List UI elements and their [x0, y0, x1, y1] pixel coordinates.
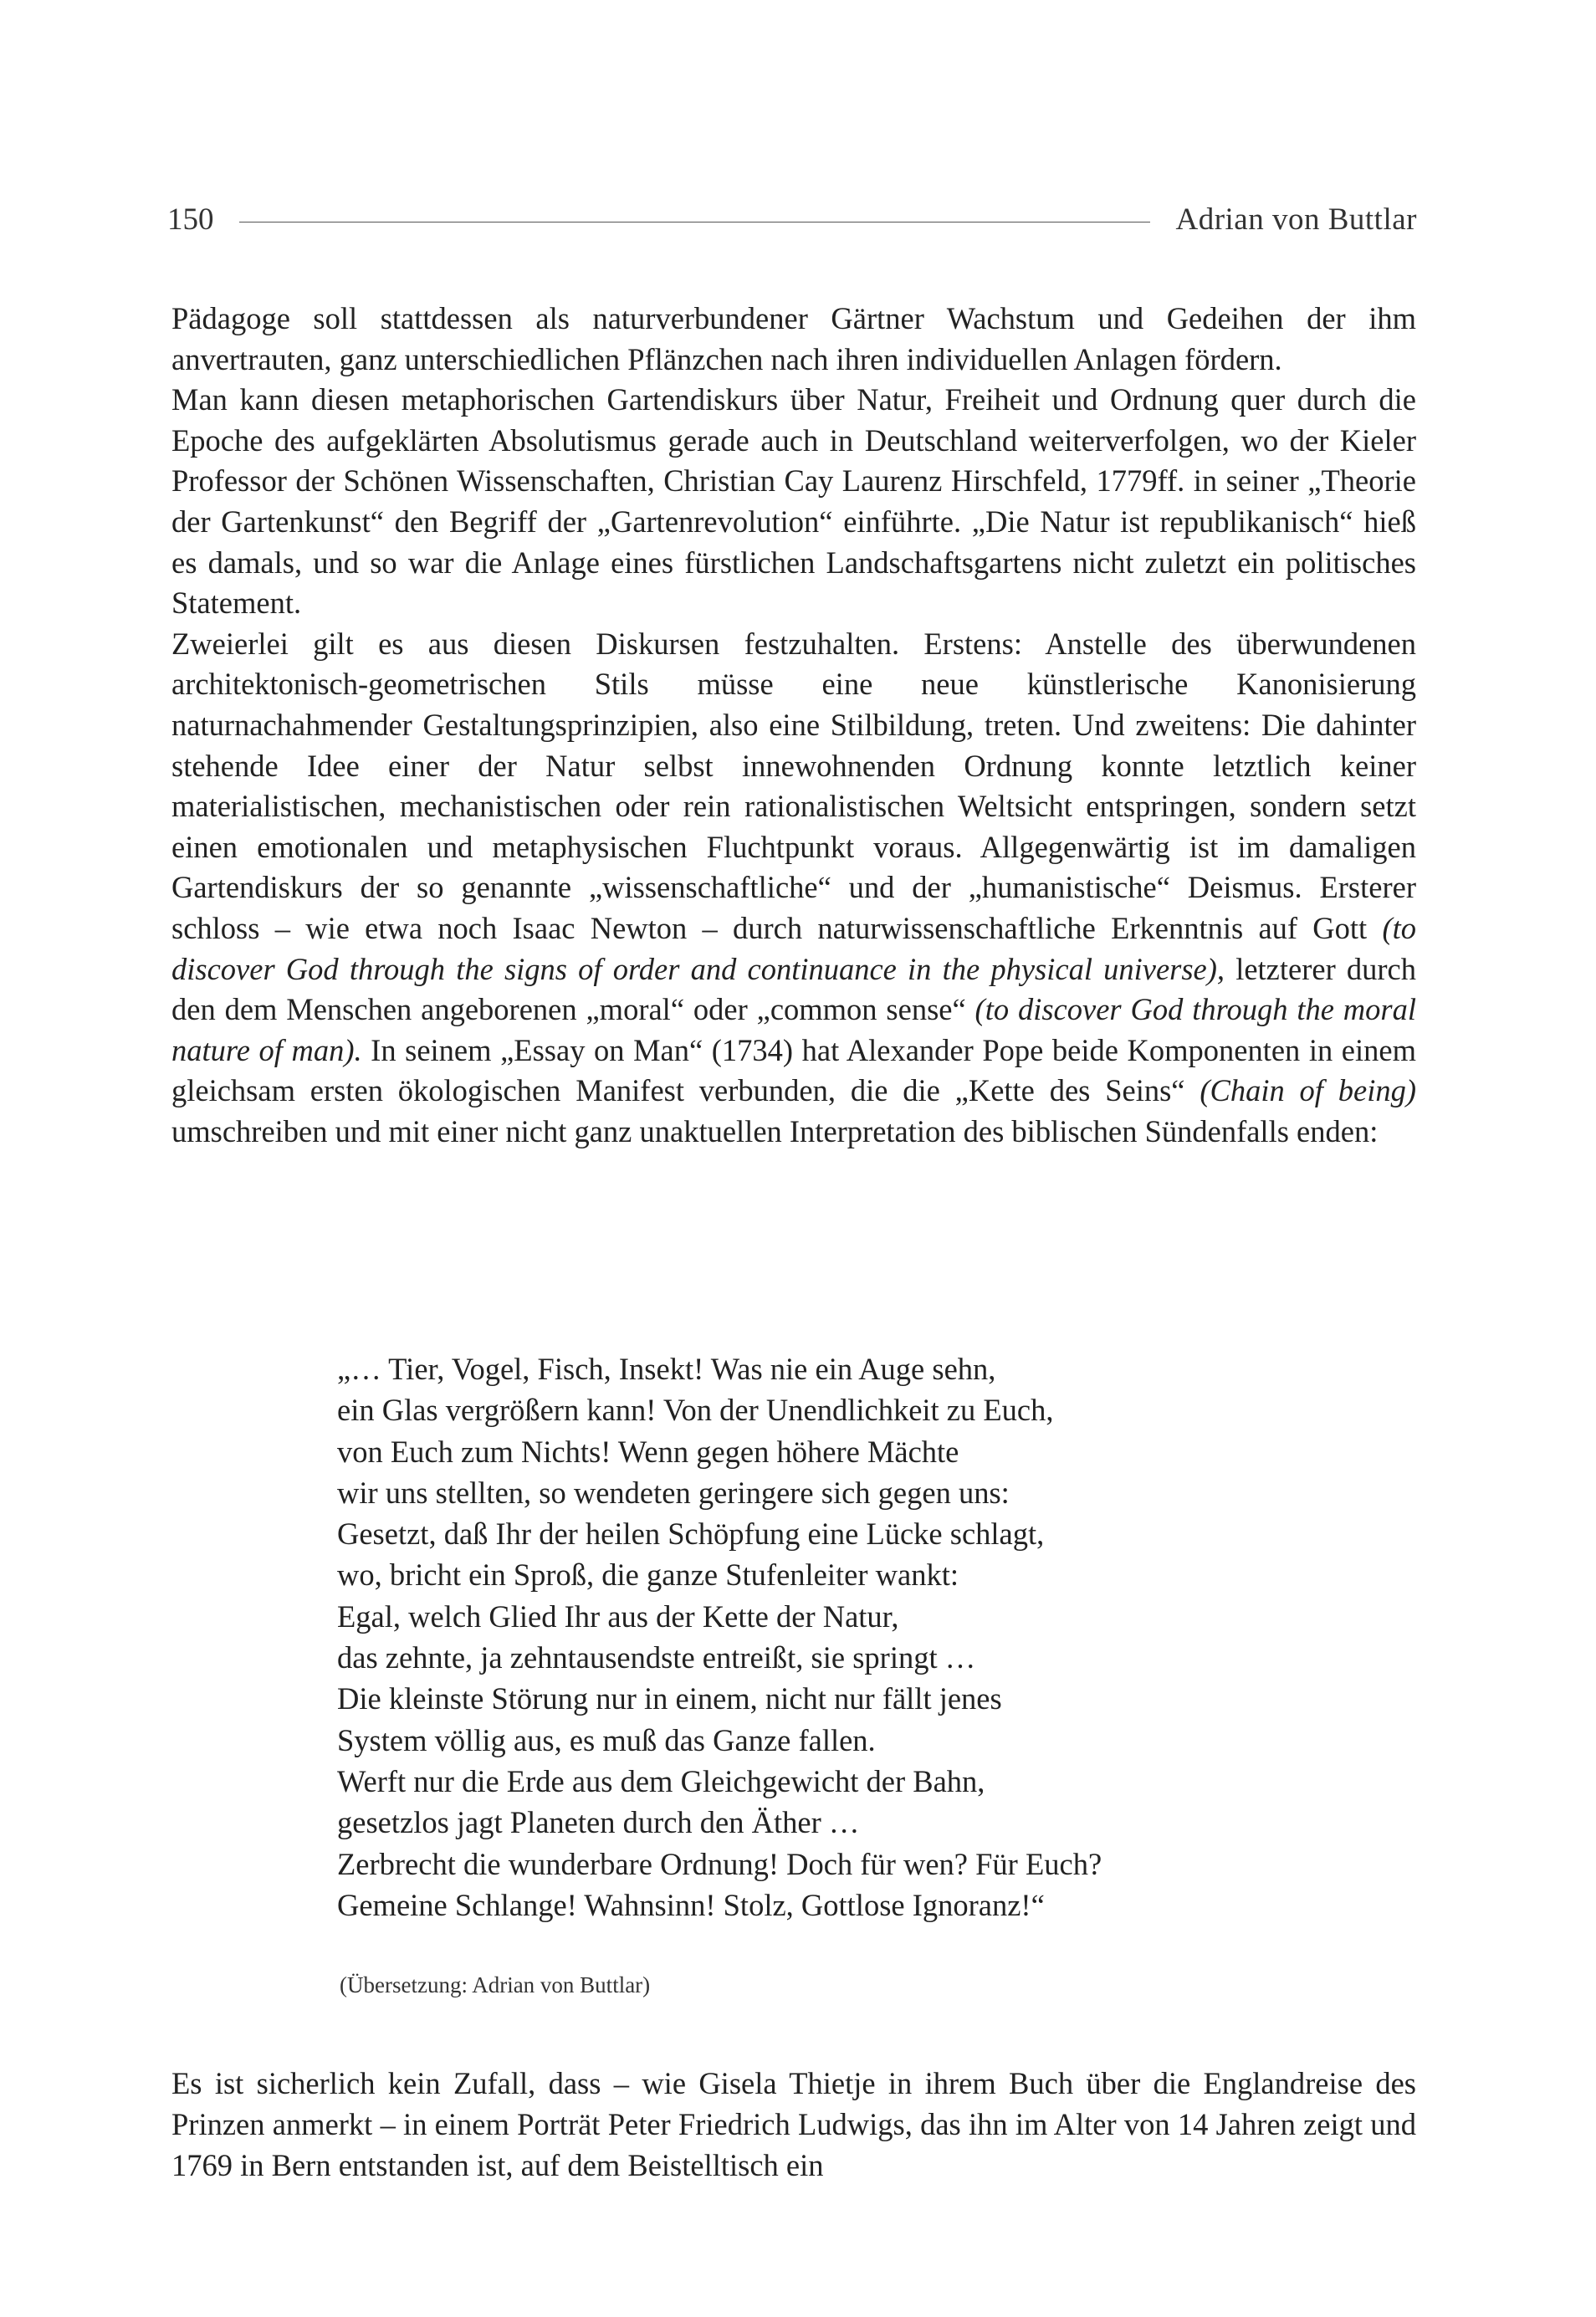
- paragraph-3: [171, 624, 1416, 1153]
- page-number: 150: [167, 202, 214, 237]
- paragraph-1: Pädagoge soll stattdessen als naturverbundener Gärtner Wachstum und Gedeihen der ihm anvertrauten, ganz unterschiedlichen Pflänzchen nach ihren individuellen Anlagen fördern.: [171, 301, 1416, 376]
- verse-line: Zerbrecht die wunderbare Ordnung! Doch für wen? Für Euch?: [337, 1846, 1102, 1881]
- paragraph-2: Man kann diesen metaphorischen Gartendiskurs über Natur, Freiheit und Ordnung quer durch die Epoche des aufgeklärten Absolutismus gerade auch in Deutschland weiterverfolgen, wo der Kieler Professor der Schönen Wissenschaften, Christian Cay Laurenz Hirschfeld, 1779ff. in seiner „Theorie der Gartenkunst“ den Begriff der „Gartenrevolution“ einführte. „Die Natur ist republikanisch“ hieß es damals, und so war die Anlage eines fürstlichen Landschaftsgartens nicht zuletzt ein politisches Statement.: [171, 382, 1416, 621]
- body-text: [171, 299, 1416, 1152]
- verse-line: von Euch zum Nichts! Wenn gegen höhere Mächte: [337, 1434, 959, 1469]
- verse-line: „… Tier, Vogel, Fisch, Insekt! Was nie ein Auge sehn,: [337, 1352, 996, 1386]
- paragraph-3-italic-2: (to discover God through the moral nature of man).: [171, 992, 1416, 1067]
- page-header: [167, 194, 1417, 244]
- paragraph-3-italic-1: (to discover God through the signs of order and continuance in the physical universe),: [171, 910, 1416, 986]
- verse-line: System völlig aus, es muß das Ganze fallen.: [337, 1722, 876, 1757]
- verse-line: wo, bricht ein Sproß, die ganze Stufenleiter wankt:: [337, 1557, 959, 1593]
- verse-line: Egal, welch Glied Ihr aus der Kette der Natur,: [337, 1598, 899, 1634]
- running-head: Adrian von Buttlar: [1175, 202, 1417, 237]
- translation-note: (Übersetzung: Adrian von Buttlar): [340, 1972, 651, 1997]
- paragraph-3-text-2: letzterer durch den dem Menschen angeborenen „moral“ oder „common sense“: [171, 951, 1416, 1027]
- verse-line: ein Glas vergrößern kann! Von der Unendlichkeit zu Euch,: [337, 1393, 1054, 1428]
- verse-line: Gesetzt, daß Ihr der heilen Schöpfung eine Lücke schlagt,: [337, 1517, 1045, 1552]
- verse-quote: [337, 1348, 1341, 1926]
- verse-line: gesetzlos jagt Planeten durch den Äther …: [337, 1805, 860, 1840]
- verse-line: Die kleinste Störung nur in einem, nicht nur fällt jenes: [337, 1681, 1002, 1716]
- paragraph-3-text-1: Zweierlei gilt es aus diesen Diskursen festzuhalten. Erstens: Anstelle des überwundenen architektonisch-geometrischen Stils müsse eine neue künstlerische Kanonisierung naturnachahmender Gestaltungsprinzipien, also eine Stilbildung, treten. Und zweitens: Die dahinter stehende Idee einer der Natur selbst innewohnenden Ordnung konnte letztlich keiner materialistischen, mechanistischen oder rein rationalistischen Weltsicht entspringen, sondern setzt einen emotionalen und metaphysischen Fluchtpunkt voraus. Allgegenwärtig ist im damaligen Gartendiskurs der so genannte „wissenschaftliche“ und der „humanistische“ Deismus. Ersterer schloss – wie etwa noch Isaac Newton – durch naturwissenschaftliche Erkenntnis auf Gott: [171, 626, 1416, 945]
- paragraph-3-text-3: In seinem „Essay on Man“ (1734) hat Alexander Pope beide Komponenten in einem gleichsam ersten ökologischen Manifest verbunden, die die „Kette des Seins“: [171, 1032, 1416, 1108]
- verse-line: Gemeine Schlange! Wahnsinn! Stolz, Gottlose Ignoranz!“: [337, 1887, 1045, 1922]
- verse-line: Werft nur die Erde aus dem Gleichgewicht der Bahn,: [337, 1763, 985, 1798]
- paragraph-4: Es ist sicherlich kein Zufall, dass – wie Gisela Thietje in ihrem Buch über die Englandreise des Prinzen anmerkt – in einem Porträt Peter Friedrich Ludwigs, das ihn im Alter von 14 Jahren zeigt und 1769 in Bern entstanden ist, auf dem Beistelltisch ein: [171, 2066, 1416, 2182]
- closing-text: [171, 2063, 1416, 2186]
- paragraph-3-text-4: umschreiben und mit einer nicht ganz unaktuellen Interpretation des biblischen Sündenfalls enden:: [171, 1113, 1379, 1148]
- paragraph-3-italic-3: (Chain of being): [1200, 1073, 1416, 1108]
- verse-line: wir uns stellten, so wendeten geringere sich gegen uns:: [337, 1475, 1010, 1510]
- verse-line: das zehnte, ja zehntausendste entreißt, sie springt …: [337, 1640, 976, 1675]
